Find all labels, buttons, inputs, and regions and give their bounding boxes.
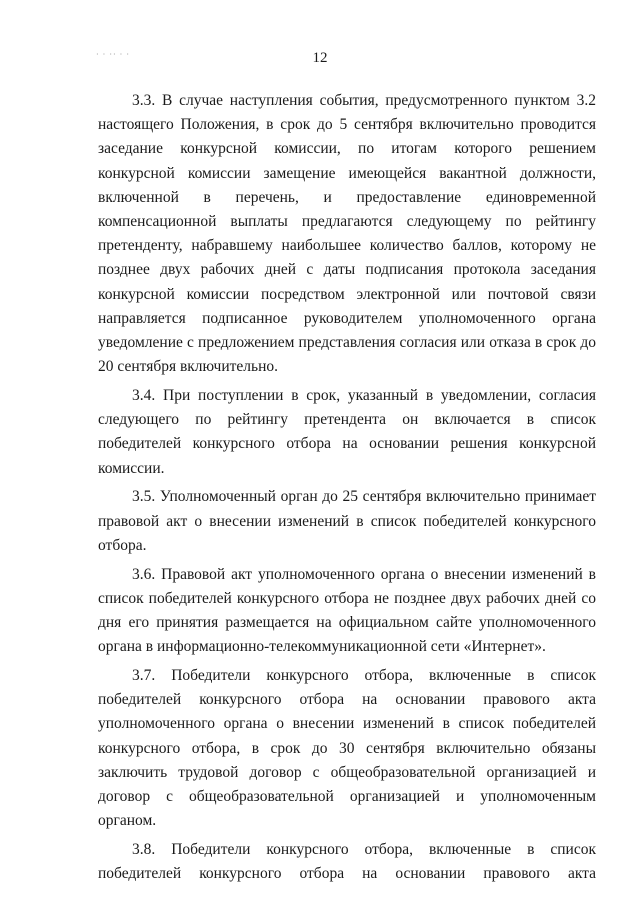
paragraph-3-5: 3.5. Уполномоченный орган до 25 сентября включительно принимает правовой акт о внесении изменений в список победителей конкурсного отбора. <box>98 488 596 554</box>
paragraph-3-4: 3.4. При поступлении в срок, указанный в уведомлении, согласия следующего по рейтингу претендента он включается в список победителей конкурсного отбора на основании решения конкурсной комиссии. <box>98 387 596 477</box>
paragraph-3-6: 3.6. Правовой акт уполномоченного органа о внесении изменений в список победителей конкурсного отбора не позднее двух рабочих дней со дня его принятия размещается на официальном сайте уполномоченного органа в информационно-телекоммуникационной сети «Интернет». <box>98 565 596 656</box>
scan-artifact: · · ·· · · <box>96 50 130 59</box>
paragraph-3-8: 3.8. Победители конкурсного отбора, включенные в список победителей конкурсного отбора на основании правового акта <box>98 841 596 883</box>
document-body <box>98 89 596 891</box>
paragraph-3-3: 3.3. В случае наступления события, предусмотренного пунктом 3.2 настоящего Положения, в срок до 5 сентября включительно проводится заседание конкурсной комиссии, по итогам которого решением конкурсной комиссии замещение имеющейся вакантной должности, включенной в перечень, и предоставление единовременной компенсационной выплаты предлагаются следующему по рейтингу претенденту, набравшему наибольшее количество баллов, которому не позднее двух рабочих дней с даты подписания протокола заседания конкурсной комиссии посредством электронной или почтовой связи направляется подписанное руководителем уполномоченного органа уведомление с предложением представления согласия или отказа в срок до 20 сентября включительно. <box>98 92 596 376</box>
paragraph-3-7: 3.7. Победители конкурсного отбора, включенные в список победителей конкурсного отбора на основании правового акта уполномоченного органа о внесении изменений в список победителей конкурсного отбора, в срок до 30 сентября включительно обязаны заключить трудовой договор с общеобразовательной организацией и договор с общеобразовательной организацией и уполномоченным органом. <box>98 667 596 830</box>
page-number: 12 <box>312 50 328 66</box>
